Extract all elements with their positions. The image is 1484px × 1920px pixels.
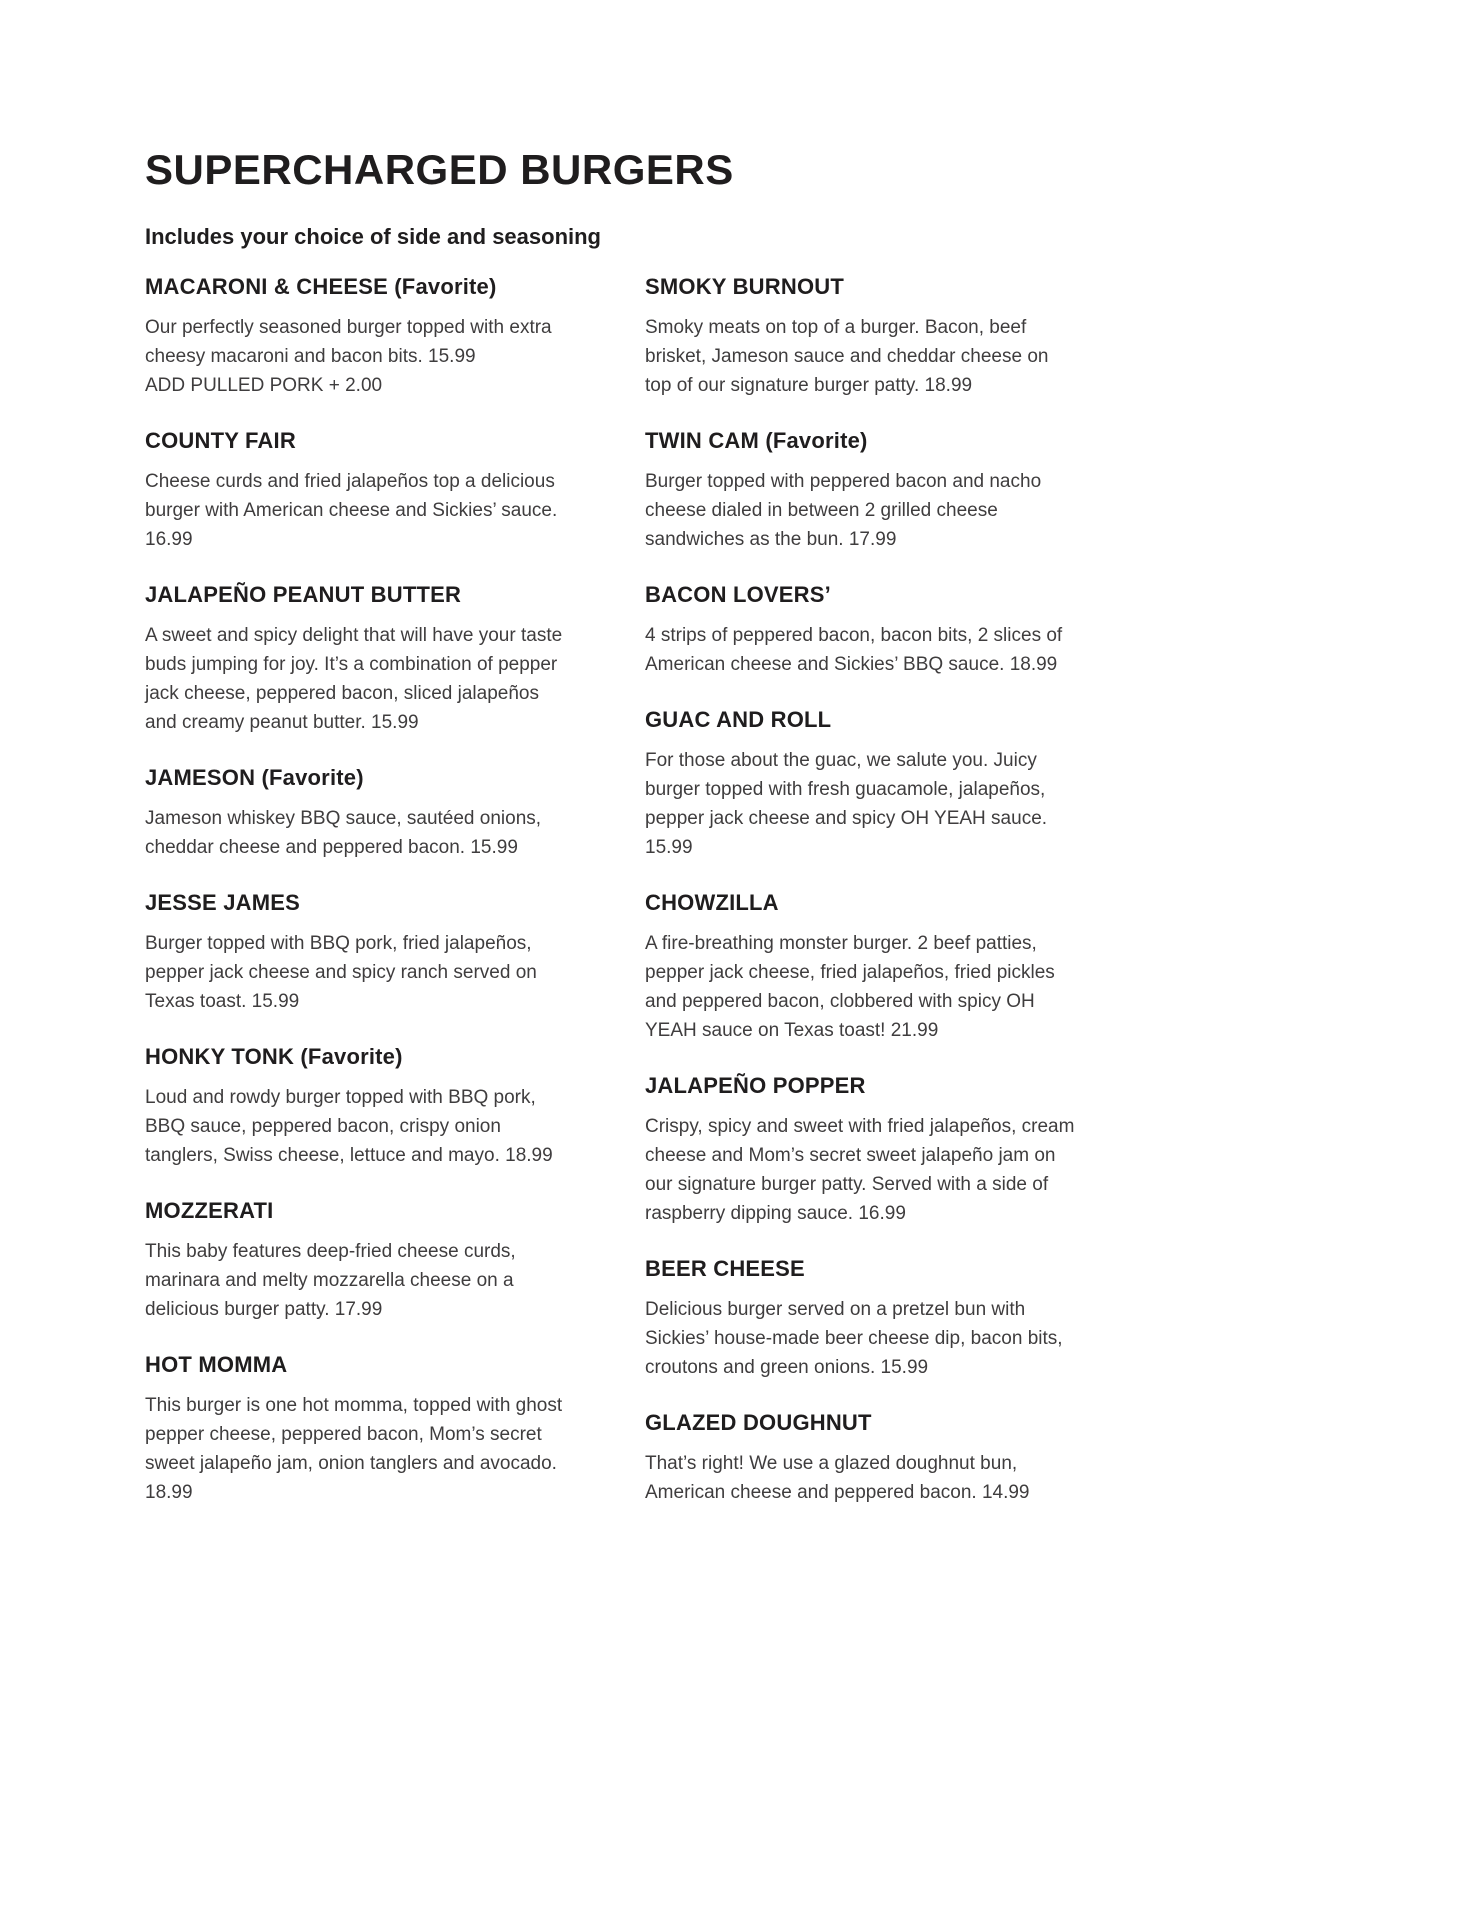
item-description: Burger topped with BBQ pork, fried jalapeños, pepper jack cheese and spicy ranch served on Texas toast. 15.99: [145, 933, 537, 1012]
menu-item: [145, 890, 575, 1016]
item-note: ADD PULLED PORK + 2.00: [145, 375, 383, 396]
menu-column-left: [145, 274, 575, 1535]
menu-item: [145, 765, 575, 862]
item-description: This baby features deep-fried cheese curds, marinara and melty mozzarella cheese on a delicious burger patty. 17.99: [145, 1241, 516, 1320]
item-description: Delicious burger served on a pretzel bun with Sickies’ house-made beer cheese dip, bacon bits, croutons and green onions. 15.99: [645, 1299, 1063, 1378]
item-description: A fire-breathing monster burger. 2 beef patties, pepper jack cheese, fried jalapeños, fried pickles and peppered bacon, clobbered with spicy OH YEAH sauce on Texas toast! 21.99: [645, 933, 1055, 1041]
item-description: For those about the guac, we salute you. Juicy burger topped with fresh guacamole, jalapeños, pepper jack cheese and spicy OH YEAH sauce. 15.99: [645, 750, 1048, 858]
item-name: HONKY TONK (Favorite): [145, 1044, 403, 1069]
item-description: Crispy, spicy and sweet with fried jalapeños, cream cheese and Mom’s secret sweet jalapeño jam on our signature burger patty. Served with a side of raspberry dipping sauce. 16.99: [645, 1116, 1075, 1224]
item-name: GLAZED DOUGHNUT: [645, 1410, 872, 1435]
item-description: Our perfectly seasoned burger topped with extra cheesy macaroni and bacon bits. 15.99: [145, 317, 552, 367]
menu-item: [645, 274, 1075, 400]
item-name: JESSE JAMES: [145, 890, 301, 915]
menu-item: [645, 428, 1075, 554]
item-name: MOZZERATI: [145, 1198, 274, 1223]
item-description: Jameson whiskey BBQ sauce, sautéed onions, cheddar cheese and peppered bacon. 15.99: [145, 808, 542, 858]
item-description: Burger topped with peppered bacon and nacho cheese dialed in between 2 grilled cheese sandwiches as the bun. 17.99: [645, 471, 1042, 550]
item-name: JALAPEÑO PEANUT BUTTER: [145, 582, 462, 607]
item-description: This burger is one hot momma, topped with ghost pepper cheese, peppered bacon, Mom’s secret sweet jalapeño jam, onion tanglers and avocado. 18.99: [145, 1395, 563, 1503]
menu-item: [145, 1352, 575, 1507]
item-name: HOT MOMMA: [145, 1352, 288, 1377]
menu-item: [145, 1044, 575, 1170]
item-name: SMOKY BURNOUT: [645, 274, 844, 299]
item-description: 4 strips of peppered bacon, bacon bits, 2 slices of American cheese and Sickies’ BBQ sauce. 18.99: [645, 625, 1063, 675]
page-subtitle: Includes your choice of side and seasoning: [145, 224, 601, 249]
item-description: A sweet and spicy delight that will have your taste buds jumping for joy. It’s a combination of pepper jack cheese, peppered bacon, sliced jalapeños and creamy peanut butter. 15.99: [145, 625, 563, 733]
menu-item: [645, 582, 1075, 679]
menu-column-right: [645, 274, 1075, 1535]
page-title: SUPERCHARGED BURGERS: [145, 146, 734, 193]
menu-item: [145, 274, 575, 400]
menu-item: [145, 428, 575, 554]
item-description: Loud and rowdy burger topped with BBQ pork, BBQ sauce, peppered bacon, crispy onion tanglers, Swiss cheese, lettuce and mayo. 18.99: [145, 1087, 553, 1166]
menu-item: [645, 1073, 1075, 1228]
menu-item: [645, 890, 1075, 1045]
menu-item: [145, 1198, 575, 1324]
menu-item: [645, 1256, 1075, 1382]
menu-item: [645, 707, 1075, 862]
item-name: BACON LOVERS’: [645, 582, 831, 607]
item-description: That’s right! We use a glazed doughnut bun, American cheese and peppered bacon. 14.99: [645, 1453, 1030, 1503]
item-name: JALAPEÑO POPPER: [645, 1073, 866, 1098]
item-name: TWIN CAM (Favorite): [645, 428, 868, 453]
item-description: Cheese curds and fried jalapeños top a delicious burger with American cheese and Sickies’ sauce. 16.99: [145, 471, 558, 550]
item-description: Smoky meats on top of a burger. Bacon, beef brisket, Jameson sauce and cheddar cheese on top of our signature burger patty. 18.99: [645, 317, 1049, 396]
item-name: BEER CHEESE: [645, 1256, 805, 1281]
item-name: COUNTY FAIR: [145, 428, 296, 453]
item-name: MACARONI & CHEESE (Favorite): [145, 274, 497, 299]
item-name: GUAC AND ROLL: [645, 707, 832, 732]
menu-item: [145, 582, 575, 737]
item-name: CHOWZILLA: [645, 890, 779, 915]
item-name: JAMESON (Favorite): [145, 765, 364, 790]
menu-item: [645, 1410, 1075, 1507]
menu-columns: [145, 274, 1075, 1535]
